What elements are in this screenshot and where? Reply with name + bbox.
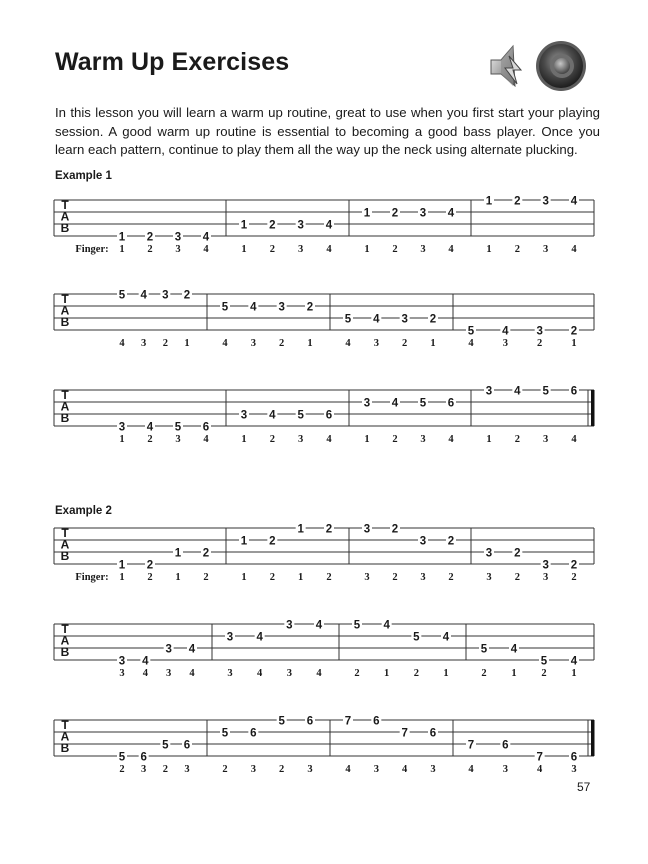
finger-number: 2 (269, 244, 275, 255)
tab-clef-letter: T (61, 622, 69, 636)
finger-number: 3 (420, 434, 426, 445)
finger-number: 4 (468, 764, 474, 775)
fret-number: 7 (401, 727, 408, 740)
finger-number: 2 (147, 434, 153, 445)
fret-number: 2 (391, 523, 399, 536)
fret-number: 4 (325, 219, 333, 232)
finger-number: 3 (298, 434, 304, 445)
tab-clef-letter: A (60, 209, 70, 224)
fret-number: 4 (256, 631, 263, 644)
finger-number: 4 (402, 764, 408, 775)
finger-number: 3 (175, 244, 181, 255)
fret-number: 1 (118, 231, 126, 244)
fret-number: 6 (570, 385, 578, 398)
fret-number: 4 (383, 619, 390, 632)
finger-number: 2 (326, 572, 332, 583)
finger-number: 3 (502, 764, 508, 775)
fret-number: 3 (536, 325, 543, 338)
page-number: 57 (577, 780, 591, 794)
finger-number: 3 (119, 668, 125, 679)
finger-number: 1 (307, 338, 313, 349)
fret-number: 2 (306, 301, 314, 314)
finger-label: Finger: (75, 572, 109, 583)
fret-number: 7 (467, 739, 475, 752)
finger-number: 3 (502, 338, 508, 349)
fret-number: 6 (183, 739, 191, 752)
fret-number: 2 (202, 547, 210, 560)
tab-clef-letter: A (60, 729, 70, 744)
finger-number: 4 (571, 434, 577, 445)
fret-number: 1 (118, 559, 126, 572)
finger-number: 2 (537, 338, 543, 349)
finger-number: 2 (392, 434, 398, 445)
fret-number: 6 (325, 409, 333, 422)
finger-number: 4 (537, 764, 543, 775)
tab-clef-letter: T (61, 388, 69, 402)
fret-number: 4 (269, 409, 276, 422)
finger-number: 3 (250, 338, 256, 349)
finger-number: 4 (448, 434, 454, 445)
fret-number: 5 (413, 631, 420, 644)
tab-clef-letter: B (60, 549, 70, 563)
fret-number: 5 (174, 421, 182, 434)
finger-number: 1 (511, 668, 517, 679)
finger-number: 2 (541, 668, 547, 679)
finger-number: 2 (222, 764, 228, 775)
finger-number: 3 (307, 764, 313, 775)
tab-clef-letter: T (61, 198, 69, 212)
finger-number: 3 (420, 572, 426, 583)
finger-number: 3 (298, 244, 304, 255)
finger-number: 2 (413, 668, 419, 679)
finger-number: 3 (543, 572, 549, 583)
finger-number: 1 (241, 434, 247, 445)
finger-number: 4 (142, 668, 148, 679)
fret-number: 5 (118, 751, 126, 764)
fret-number: 3 (286, 619, 293, 632)
finger-number: 3 (141, 338, 147, 349)
finger-number: 4 (571, 244, 577, 255)
fret-number: 3 (174, 231, 182, 244)
finger-number: 2 (448, 572, 454, 583)
finger-number: 2 (203, 572, 209, 583)
finger-number: 3 (286, 668, 292, 679)
fret-number: 4 (250, 301, 257, 314)
tab-clef-letter: B (60, 221, 70, 235)
fret-number: 4 (391, 397, 399, 410)
fret-number: 2 (514, 547, 521, 560)
tab-clef-letter: B (60, 645, 70, 659)
fret-number: 4 (146, 421, 154, 434)
finger-number: 3 (543, 244, 549, 255)
finger-number: 2 (119, 764, 125, 775)
finger-number: 2 (402, 338, 408, 349)
fret-number: 3 (363, 397, 371, 410)
fret-number: 4 (202, 231, 210, 244)
finger-number: 3 (364, 572, 370, 583)
finger-number: 1 (571, 338, 577, 349)
finger-number: 4 (203, 434, 209, 445)
finger-number: 2 (279, 764, 285, 775)
example-1-label: Example 1 (55, 170, 112, 182)
finger-number: 2 (571, 572, 577, 583)
fret-number: 3 (485, 547, 493, 560)
fret-number: 1 (297, 523, 304, 536)
finger-number: 2 (147, 572, 153, 583)
fret-number: 5 (221, 727, 229, 740)
fret-number: 3 (542, 559, 549, 572)
finger-number: 2 (162, 338, 168, 349)
finger-number: 3 (184, 764, 190, 775)
tab-clef-letter: B (60, 741, 70, 755)
fret-number: 5 (353, 619, 361, 632)
fret-number: 4 (447, 207, 455, 220)
finger-number: 2 (392, 572, 398, 583)
fret-number: 5 (278, 715, 285, 728)
tab-clef-letter: A (60, 537, 70, 552)
fret-number: 5 (542, 385, 549, 398)
finger-number: 2 (269, 434, 275, 445)
fret-number: 1 (174, 547, 182, 560)
fret-number: 6 (570, 751, 578, 764)
finger-label: Finger: (75, 244, 109, 255)
finger-number: 3 (543, 434, 549, 445)
finger-number: 4 (189, 668, 195, 679)
finger-number: 3 (430, 764, 436, 775)
fret-number: 3 (278, 301, 285, 314)
finger-number: 4 (345, 338, 351, 349)
finger-number: 1 (119, 434, 125, 445)
fret-number: 4 (510, 643, 518, 656)
fret-number: 4 (140, 289, 147, 302)
fret-number: 2 (269, 535, 276, 548)
fret-number: 3 (226, 631, 234, 644)
finger-number: 1 (119, 244, 125, 255)
finger-number: 4 (316, 668, 322, 679)
finger-number: 1 (571, 668, 577, 679)
finger-number: 3 (420, 244, 426, 255)
fret-number: 6 (250, 727, 257, 740)
finger-number: 2 (269, 572, 275, 583)
fret-number: 3 (118, 421, 126, 434)
finger-number: 3 (486, 572, 492, 583)
finger-number: 1 (486, 244, 492, 255)
finger-number: 2 (514, 572, 520, 583)
finger-number: 3 (373, 338, 379, 349)
fret-number: 4 (315, 619, 323, 632)
tab-clef-letter: A (60, 399, 70, 414)
fret-number: 2 (447, 535, 455, 548)
fret-number: 6 (140, 751, 147, 764)
finger-number: 1 (241, 244, 247, 255)
finger-number: 4 (326, 244, 332, 255)
fret-number: 7 (344, 715, 352, 728)
fret-number: 3 (162, 289, 169, 302)
fret-number: 6 (202, 421, 210, 434)
finger-number: 3 (166, 668, 172, 679)
finger-number: 3 (250, 764, 256, 775)
finger-number: 3 (227, 668, 233, 679)
fret-number: 5 (162, 739, 169, 752)
finger-number: 4 (468, 338, 474, 349)
fret-number: 4 (514, 385, 521, 398)
tab-clef-letter: A (60, 303, 70, 318)
finger-number: 1 (364, 244, 370, 255)
finger-number: 4 (448, 244, 454, 255)
fret-number: 3 (297, 219, 304, 232)
finger-number: 2 (147, 244, 153, 255)
page-title: Warm Up Exercises (55, 48, 290, 76)
finger-number: 2 (279, 338, 285, 349)
tab-clef-letter: T (61, 292, 69, 306)
fret-number: 4 (502, 325, 509, 338)
finger-number: 2 (354, 668, 360, 679)
fret-number: 5 (297, 409, 304, 422)
finger-number: 3 (373, 764, 379, 775)
fret-number: 3 (419, 535, 427, 548)
finger-number: 3 (571, 764, 577, 775)
fret-number: 3 (118, 655, 126, 668)
fret-number: 5 (467, 325, 475, 338)
fret-number: 3 (419, 207, 427, 220)
fret-number: 7 (536, 751, 543, 764)
fret-number: 2 (514, 195, 521, 208)
fret-number: 5 (344, 313, 352, 326)
finger-number: 1 (241, 572, 247, 583)
tab-clef-letter: B (60, 315, 70, 329)
fret-number: 6 (306, 715, 314, 728)
fret-number: 4 (188, 643, 196, 656)
fret-number: 2 (183, 289, 191, 302)
fret-number: 6 (429, 727, 437, 740)
fret-number: 1 (363, 207, 371, 220)
fret-number: 2 (429, 313, 437, 326)
finger-number: 1 (384, 668, 390, 679)
fret-number: 3 (363, 523, 371, 536)
fret-number: 5 (480, 643, 488, 656)
fret-number: 2 (325, 523, 333, 536)
finger-number: 1 (486, 434, 492, 445)
fret-number: 2 (570, 325, 578, 338)
finger-number: 1 (298, 572, 304, 583)
intro-paragraph: In this lesson you will learn a warm up routine, great to use when you first start your playing session. A good warm up routine is essential to becoming a good bass player. Once you learn each pattern, continue to play them all the way up the neck using alternate plucking. (55, 105, 600, 157)
finger-number: 4 (222, 338, 228, 349)
fret-number: 4 (570, 195, 578, 208)
finger-number: 2 (162, 764, 168, 775)
finger-number: 2 (514, 434, 520, 445)
tab-clef-letter: T (61, 718, 69, 732)
fret-number: 3 (165, 643, 172, 656)
finger-number: 2 (481, 668, 487, 679)
fret-number: 2 (146, 559, 154, 572)
fret-number: 5 (221, 301, 229, 314)
finger-number: 4 (257, 668, 263, 679)
finger-number: 4 (326, 434, 332, 445)
finger-number: 2 (392, 244, 398, 255)
fret-number: 5 (540, 655, 548, 668)
fret-number: 4 (373, 313, 380, 326)
finger-number: 4 (203, 244, 209, 255)
finger-number: 1 (430, 338, 436, 349)
fret-number: 6 (502, 739, 509, 752)
fret-number: 4 (142, 655, 149, 668)
finger-number: 4 (345, 764, 351, 775)
fret-number: 3 (485, 385, 493, 398)
finger-number: 3 (141, 764, 147, 775)
tab-clef-letter: T (61, 526, 69, 540)
fret-number: 1 (240, 219, 248, 232)
finger-number: 2 (514, 244, 520, 255)
final-barline-thick (591, 390, 595, 426)
finger-number: 1 (175, 572, 181, 583)
final-barline-thick (591, 720, 595, 756)
fret-number: 4 (442, 631, 450, 644)
fret-number: 3 (401, 313, 408, 326)
fret-number: 3 (542, 195, 549, 208)
tab-clef-letter: A (60, 633, 70, 648)
example-2-label: Example 2 (55, 505, 112, 517)
finger-number: 1 (119, 572, 125, 583)
finger-number: 4 (119, 338, 125, 349)
finger-number: 3 (175, 434, 181, 445)
fret-number: 6 (373, 715, 380, 728)
fret-number: 5 (419, 397, 427, 410)
finger-number: 1 (443, 668, 449, 679)
fret-number: 2 (146, 231, 154, 244)
tab-clef-letter: B (60, 411, 70, 425)
fret-number: 5 (118, 289, 126, 302)
finger-number: 1 (184, 338, 190, 349)
fret-number: 2 (269, 219, 276, 232)
fret-number: 2 (391, 207, 399, 220)
finger-number: 1 (364, 434, 370, 445)
fret-number: 2 (570, 559, 578, 572)
fret-number: 3 (240, 409, 248, 422)
fret-number: 6 (447, 397, 455, 410)
fret-number: 1 (240, 535, 248, 548)
fret-number: 4 (570, 655, 578, 668)
fret-number: 1 (485, 195, 493, 208)
